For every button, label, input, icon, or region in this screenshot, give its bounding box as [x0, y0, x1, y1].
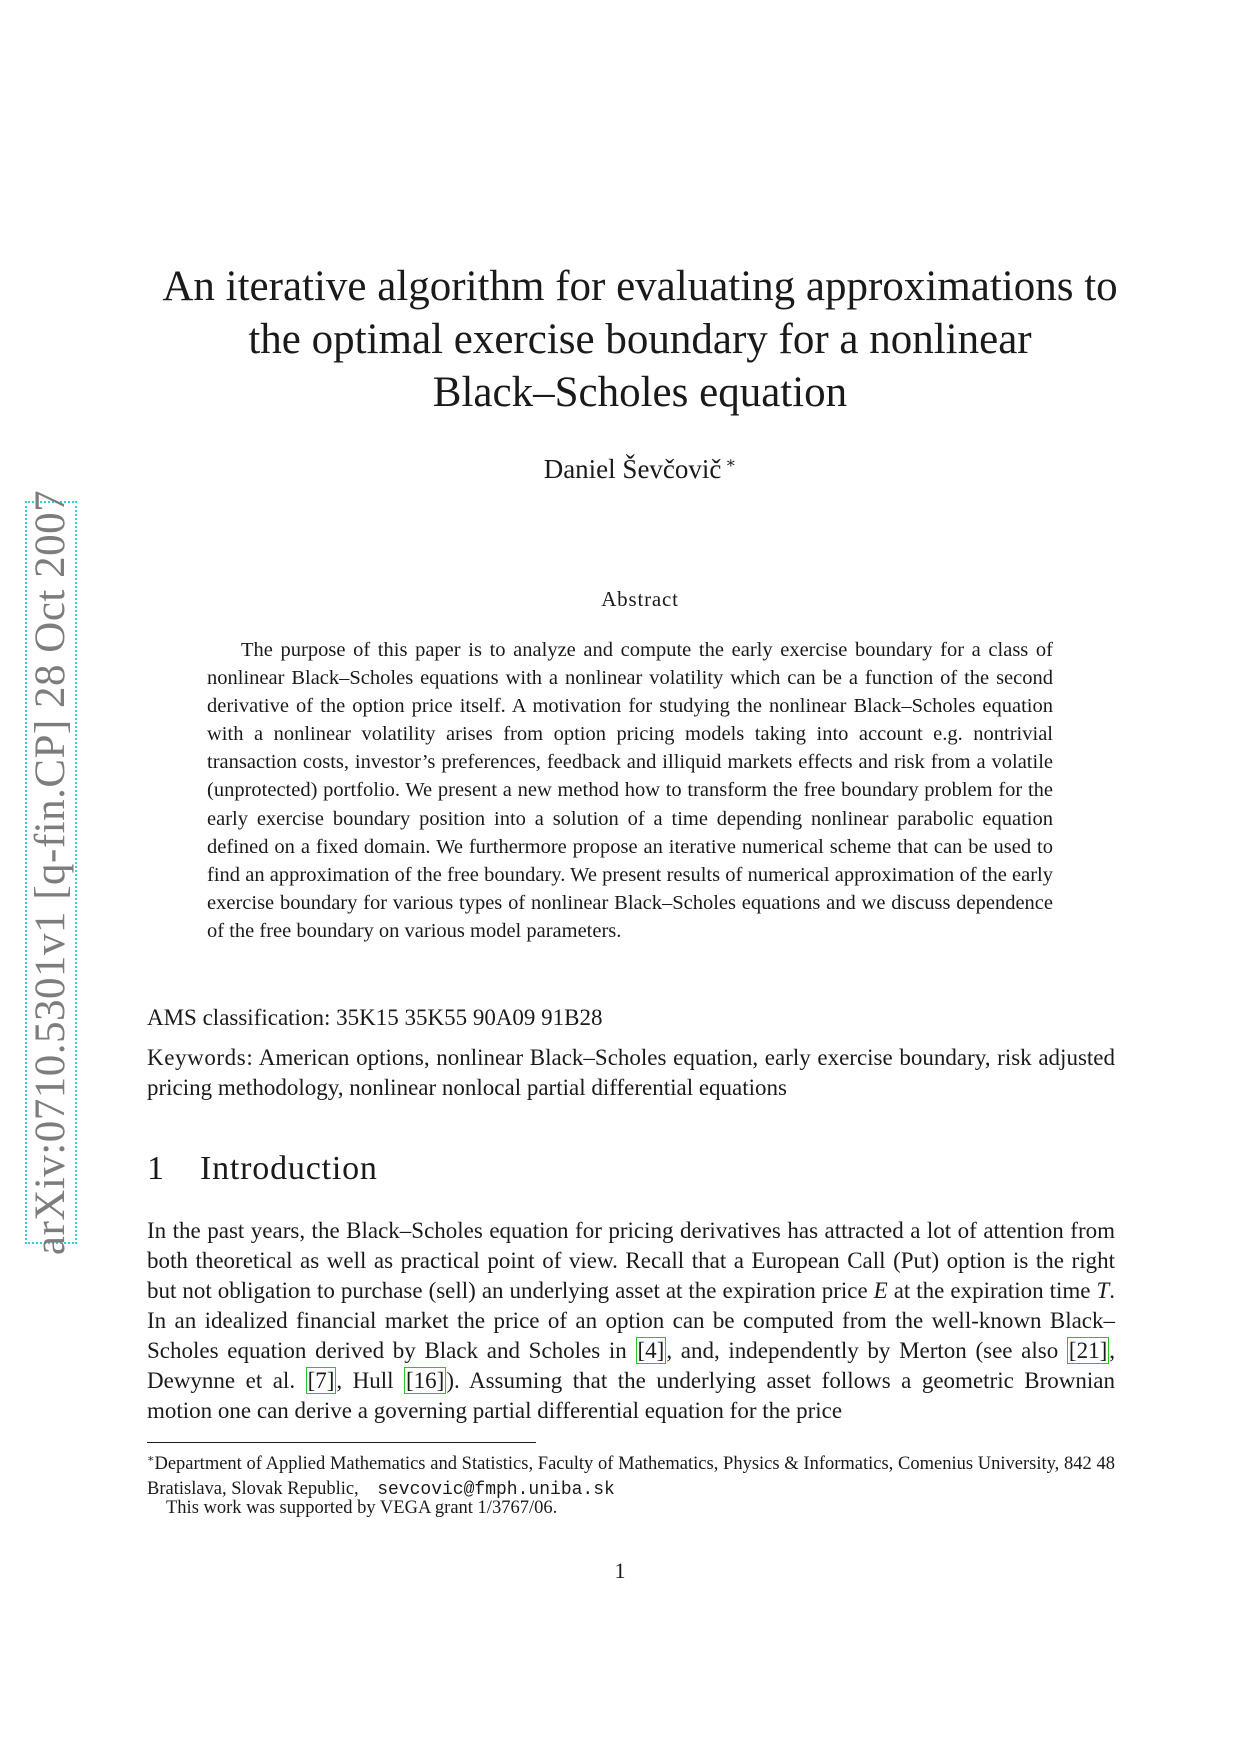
arxiv-stamp[interactable] — [25, 489, 77, 1256]
citation-link-16[interactable]: [16] — [406, 1368, 445, 1393]
intro-text: , Hull — [336, 1368, 405, 1393]
keywords-text: American options, nonlinear Black–Scholes equation, early exercise boundary, risk adjusted pricing methodology, nonlinear nonlocal partial differential equations — [147, 1045, 1115, 1100]
section-title: Introduction — [200, 1150, 378, 1187]
intro-text: In the past years, the Black–Scholes equation for pricing derivatives has attracted a lot of attention from both theoretical as well as practical point of view. Recall that a European Call (Put) option is the right but not obligation to purchase (sell) an underlying asset at the expiration price — [147, 1218, 1115, 1303]
ams-codes: 35K15 35K55 90A09 91B28 — [336, 1005, 603, 1030]
author-footnote-marker[interactable]: ∗ — [725, 455, 737, 472]
author — [140, 453, 1140, 485]
abstract-text: The purpose of this paper is to analyze and compute the early exercise boundary for a class of nonlinear Black–Scholes equations with a nonlinear volatility which can be a function of the second derivative of the option price itself. A motivation for studying the nonlinear Black–Scholes equation with a nonlinear volatility arises from option pricing models taking into account e.g. nontrivial transaction costs, investor’s preferences, feedback and illiquid markets effects and risk from a volatile (unprotected) portfolio. We present a new method how to transform the free boundary problem for the early exercise boundary position into a solution of a time depending nonlinear parabolic equation defined on a fixed domain. We furthermore propose an iterative numerical scheme that can be used to find an approximation of the free boundary. We present results of numerical approximation of the early exercise boundary for various types of nonlinear Black–Scholes equations and we discuss dependence of the free boundary on various model parameters. — [207, 639, 1053, 942]
footnote-rule — [147, 1442, 536, 1443]
paper-title — [140, 260, 1140, 419]
author-email[interactable]: sevcovic@fmph.uniba.sk — [377, 1480, 615, 1500]
keywords-label: Keywords: — [147, 1045, 254, 1070]
title-line: the optimal exercise boundary for a nonlinear — [248, 316, 1032, 363]
page-number: 1 — [614, 1558, 626, 1583]
abstract-heading: Abstract — [601, 587, 679, 611]
citation-link-21[interactable]: [21] — [1068, 1338, 1108, 1363]
title-line: An iterative algorithm for evaluating approximations to — [162, 263, 1118, 310]
intro-text: , Dewynne et al. — [147, 1338, 1115, 1393]
citation-link-7[interactable]: [7] — [307, 1368, 335, 1393]
ams-classification — [147, 1005, 1127, 1031]
section-heading — [147, 1150, 847, 1188]
intro-text: ). Assuming that the underlying asset follows a geometric Brownian motion one can derive a governing partial differential equation for the price — [147, 1368, 1116, 1423]
ams-label: AMS classification: — [147, 1005, 331, 1030]
section-number: 1 — [147, 1150, 165, 1187]
intro-text: . In an idealized financial market the price of an option can be computed from the well-known Black–Scholes equation derived by Black and Scholes in — [147, 1278, 1115, 1363]
math-var-E: E — [873, 1278, 888, 1303]
intro-paragraph — [147, 1216, 1115, 1426]
footnote-marker: ∗ — [147, 1453, 155, 1465]
citation-link-4[interactable]: [4] — [637, 1338, 665, 1363]
intro-text: , and, independently by Merton (see also — [666, 1338, 1067, 1363]
grant-note: This work was supported by VEGA grant 1/3767/06. — [166, 1498, 558, 1518]
math-var-T: T — [1096, 1278, 1110, 1303]
arxiv-stamp-text: arXiv:0710.5301v1 [q-fin.CP] 28 Oct 2007 — [27, 489, 75, 1256]
footnote-affiliation — [147, 1447, 1115, 1503]
affiliation-text: Department of Applied Mathematics and Statistics, Faculty of Mathematics, Physics & Informatics, Comenius University, 842 48 Bratislava, Slovak Republic, — [147, 1454, 1115, 1499]
intro-text: at the expiration time — [887, 1278, 1097, 1303]
keywords — [147, 1043, 1115, 1103]
title-line: Black–Scholes equation — [432, 369, 848, 416]
author-name: Daniel Ševčovič — [543, 454, 722, 484]
